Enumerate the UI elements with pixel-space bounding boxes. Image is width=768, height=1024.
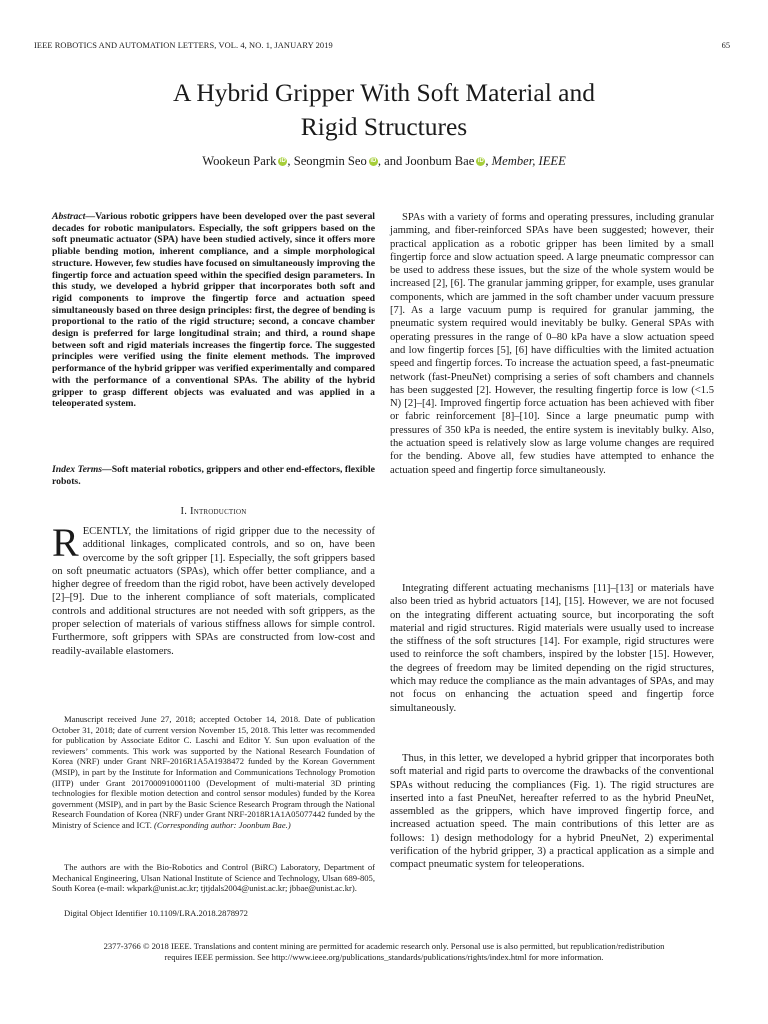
section-heading: I. Introduction (180, 506, 247, 517)
author-list (0, 153, 768, 169)
copyright-line-1: 2377-3766 © 2018 IEEE. Translations and content mining are permitted for academic research only. Personal use is also permitted, but republication/redistribution (103, 941, 665, 951)
orcid-icon[interactable]: iD (477, 158, 484, 164)
index-terms (52, 464, 375, 487)
right-paragraph-2 (390, 582, 714, 715)
index-terms-lead: Index Terms (52, 464, 103, 475)
body-paragraph: Thus, in this letter, we developed a hybrid gripper that incorporates both soft material and rigid parts to overcome the drawbacks of the conventional SPAs without reducing the compliances (Fig. 1). The rigid structures are inserted into a fast PneuNet, hereafter referred to as the hybrid PneuNet, assembled as the grippers, which have improved fingertip force, and increased actuation speed. The main contributions of this letter are as follows: 1) design methodology for a hybrid PneuNet, 2) experimental verification of the hybrid gripper, 3) a practical application as a simple and compact pneumatic system for teleoperations. (390, 753, 714, 871)
journal-header: IEEE ROBOTICS AND AUTOMATION LETTERS, VOL. 4, NO. 1, JANUARY 2019 (34, 41, 333, 50)
paper-title (0, 76, 768, 144)
page-number: 65 (721, 41, 730, 50)
author-name: , Seongmin Seo (287, 154, 367, 168)
copyright-line-2: requires IEEE permission. See http://www.ieee.org/publications_standards/publications/rights/index.html for more information. (164, 951, 604, 962)
title-line-2: Rigid Structures (300, 112, 468, 141)
index-terms-text: —Soft material robotics, grippers and other end-effectors, flexible robots. (52, 464, 375, 487)
body-paragraph: Integrating different actuating mechanisms [11]–[13] or materials have also been tried as hybrid actuators [14], [15]. However, we are not focused on the integrating different actuating source, but incorporating the soft material and rigid structures. Rigid materials were usually used to increase the stiffness of the soft structures [14]. For example, rigid structures were used to reinforce the soft chambers, inspired by the lobster [15]. However, the degrees of freedom may be limited depending on the rigid structures, which may reduce the compliance as the main advantages of SPAs, and may not focus on enhancing the actuation speed and fingertip force simultaneously. (390, 583, 714, 714)
corresponding-author: (Corresponding author: Joonbum Bae.) (151, 819, 291, 830)
drop-cap: R (52, 520, 79, 565)
doi-footnote (52, 908, 375, 919)
affiliation-footnote (52, 862, 375, 894)
footnote-text: The authors are with the Bio-Robotics and Control (BiRC) Laboratory, Department of Mechanical Engineering, Ulsan National Institute of Science and Technology, Ulsan 689-805, South Korea (e-mail: wkpark@unist.ac.kr; tjtjdals2004@unist.ac.kr; jbbae@unist.ac.kr). (52, 862, 375, 894)
doi-text: Digital Object Identifier 10.1109/LRA.2018.2878972 (64, 908, 248, 918)
abstract-lead: Abstract (52, 211, 86, 222)
copyright-notice (30, 941, 738, 962)
author-name: Wookeun Park (202, 154, 277, 168)
intro-text: ECENTLY, the limitations of rigid gripper due to the necessity of additional linkages, complicated controls, and so on, have been overcome by the soft gripper [1]. Especially, the soft grippers based on soft pneumatic actuators (SPAs), which offer better compliance, and a higher degree of freedom than the rigid robot, have been actively developed [2]–[9]. Due to the inherent compliance of soft materials, complicated controls and additional structures are not needed with soft grippers, as the proper selection of materials of various stiffness allows for simple control. Furthermore, soft grippers with SPAs are constructed from low-cost and readily-available elastomers. (52, 526, 375, 657)
author-name: , and Joonbum Bae (377, 154, 475, 168)
right-paragraph-3 (390, 752, 714, 872)
orcid-icon[interactable]: iD (279, 158, 286, 164)
abstract-text: —Various robotic grippers have been developed over the past several decades for robotic manipulators. Especially, the soft grippers based on the soft pneumatic actuator (SPA) have been studied actively, since it offers more pliable bending motion, inherent compliance, and a simple morphological structure. However, few studies have focused on simultaneously improving the fingertip force and actuation speed within the specified design parameters. In this study, we developed a hybrid gripper that incorporates both soft and rigid components to improve the fingertip force and actuation speed simultaneously based on three design principles: first, the degree of bending is proportional to the ratio of the rigid structure; second, a concave chamber design is preferred for large longitudinal strain; and third, a round shape between soft and rigid materials increases the fingertip force. The suggested principles were verified using the finite element methods. The improved performance of the hybrid gripper was verified experimentally and compared with the performance of a conventional SPAs. The ability of the hybrid gripper to grasp different objects was evaluated and was applied in a teleoperated system. (52, 211, 375, 410)
title-line-1: A Hybrid Gripper With Soft Material and (172, 78, 595, 107)
intro-paragraph (52, 520, 375, 658)
orcid-icon[interactable]: iD (370, 158, 377, 164)
abstract (52, 211, 375, 410)
footnote-text: Manuscript received June 27, 2018; accepted October 14, 2018. Date of publication October 31, 2018; date of current version November 15, 2018. This letter was recommended for publication by Associate Editor C. Laschi and Editor Y. Sun upon evaluation of the reviewers’ comments. This work was supported by the National Research Foundation of Korea (NRF) under Grant NRF-2016R1A5A1938472 funded by the Korean Government (MSIP), in part by the Institute for Information and Communications Technology Promotion (IITP) under Grant 2017000910001100 (Development of multi-material 3D printing technologies for flexible motion detection and control sensor modules) funded by the Korea government (MSIP), and in part by the Basic Science Research Program through the National Research Foundation of Korea (NRF) under Grant NRF-2018R1A1A05077442 funded by the Ministry of Science and ICT. (52, 714, 375, 830)
body-paragraph: SPAs with a variety of forms and operating pressures, including granular jamming, and fiber-reinforced SPAs have been suggested; however, their practical application as a robotic gripper has been limited by a small fingertip force and slow actuation speed. A large pneumatic compressor can be used to address these issues, but the size of the whole system would be increased [2], [6]. The granular jamming gripper, for example, uses granular components, which are jammed in the soft chamber under vacuum pressure [7]. As a large vacuum pump is required for granular jamming, the pneumatic system required would inevitably be bulky. General SPAs with operating pressures in the range of 0–80 kPa have a slow actuation speed and low fingertip forces [5], [6] have difficulties with the limited actuation speed and fingertip forces. To increase the actuation speed, a fast-pneumatic network (fast-PneuNet) comprising a series of soft chambers and channels has been suggested [2]. However, the resulting fingertip force is low (<1.5 N) [2]–[4]. Improved fingertip force actuation has been achieved with fiber or fabric reinforcement [8]–[10]. Since a large pneumatic pump with pressures of 350 kPa is needed, the entire system is inevitably bulky. Also, the actuation speed is relatively slow as large volume changes are required for the bending. Above all, few studies have attempted to enhance the actuation speed and fingertip force simultaneously. (390, 212, 714, 476)
manuscript-footnote (52, 714, 375, 831)
right-paragraph-1 (390, 211, 714, 477)
author-affiliation: , Member, IEEE (485, 154, 566, 168)
